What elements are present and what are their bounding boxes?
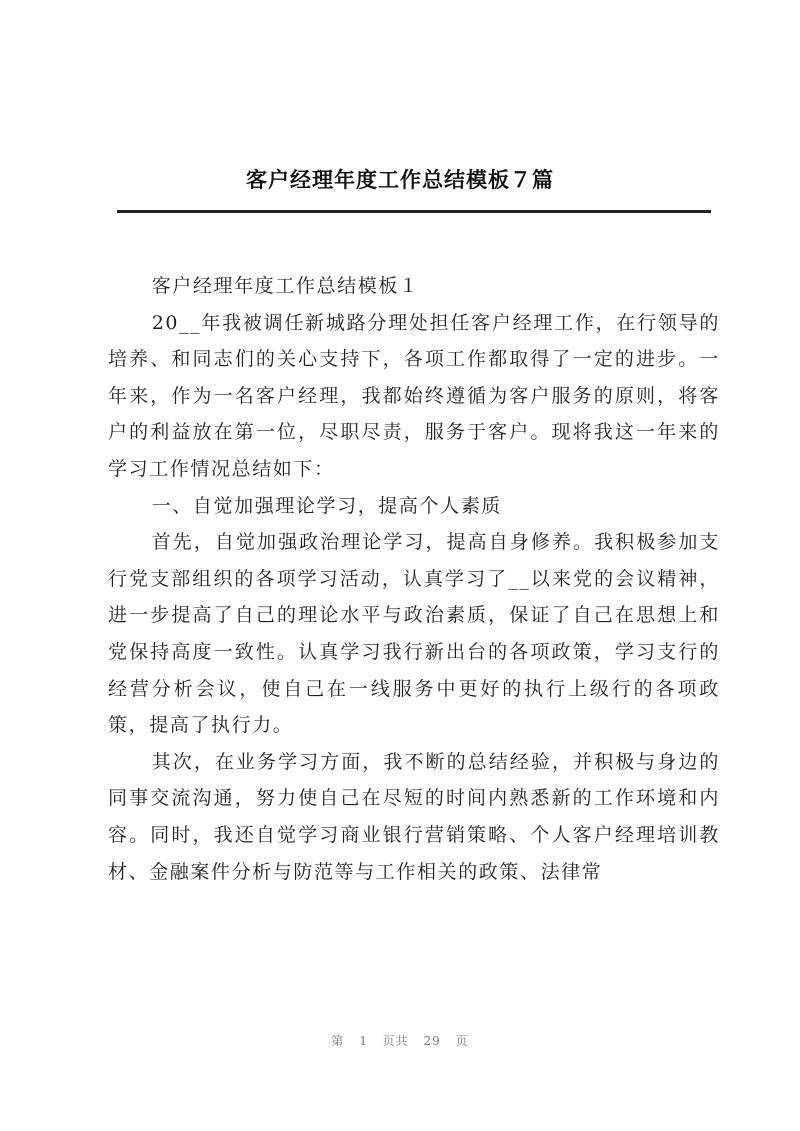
page-footer: [0, 1032, 800, 1049]
footer-current-page: 1: [359, 1034, 368, 1048]
document-title: 客户经理年度工作总结模板７篇: [246, 167, 554, 192]
footer-label-page: 第: [331, 1034, 345, 1048]
footer-total-pages: 29: [423, 1034, 441, 1048]
document-body: [108, 268, 720, 890]
paragraph: 首先，自觉加强政治理论学习，提高自身修养。我积极参加支行党支部组织的各项学习活动，认真学习了__以来党的会议精神，进一步提高了自己的理论水平与政治素质，保证了自己在思想上和党保持高度一致性。认真学习我行新出台的各项政策，学习支行的经营分析会议，使自己在一线服务中更好的执行上级行的各项政策，提高了执行力。: [108, 531, 720, 737]
footer-label-pages: 页: [455, 1034, 469, 1048]
footer-label-of: 页共: [382, 1034, 409, 1048]
paragraph: 其次，在业务学习方面，我不断的总结经验，并积极与身边的同事交流沟通，努力使自己在尽短的时间内熟悉新的工作环境和内容。同时，我还自觉学习商业银行营销策略、个人客户经理培训教材、金融案件分析与防范等与工作相关的政策、法律常: [108, 750, 720, 883]
paragraph: 20__年我被调任新城路分理处担任客户经理工作，在行领导的培养、和同志们的关心支持下，各项工作都取得了一定的进步。一年来，作为一名客户经理，我都始终遵循为客户服务的原则，将客户的利益放在第一位，尽职尽责，服务于客户。现将我这一年来的学习工作情况总结如下：: [108, 311, 720, 480]
paragraph: 一、自觉加强理论学习，提高个人素质: [151, 494, 502, 517]
paragraph: 客户经理年度工作总结模板１: [151, 275, 420, 297]
title-underline: [117, 210, 711, 213]
